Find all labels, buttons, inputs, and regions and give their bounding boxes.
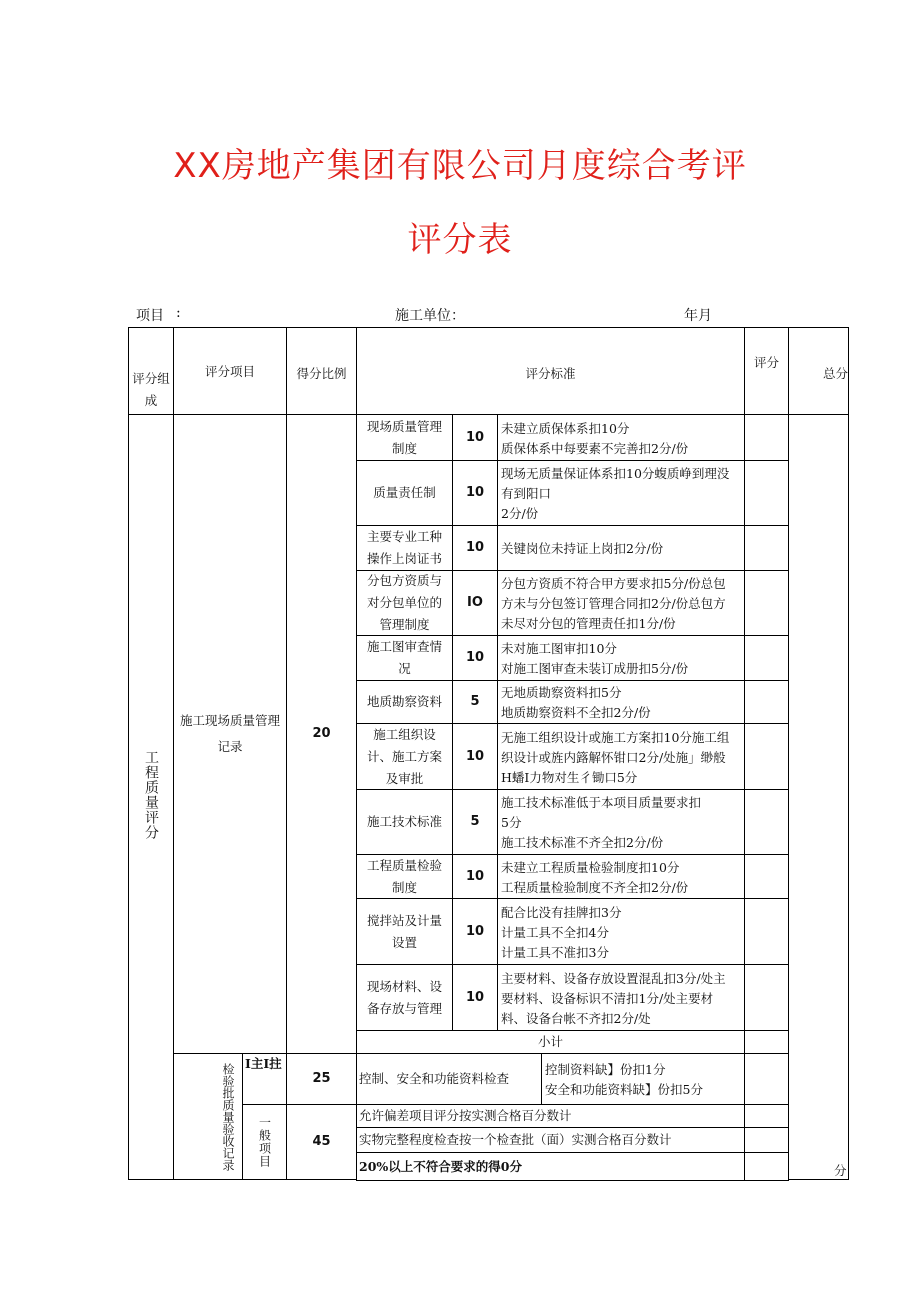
criterion-points: 10: [452, 414, 498, 461]
criterion-standard-line: 关键岗位未持证上岗扣2分/份: [501, 541, 664, 556]
criterion-name: 施工组织设计、施工方案及审批: [356, 723, 453, 790]
criterion-standard: [497, 414, 745, 461]
criterion-standard: [497, 460, 745, 526]
criterion-score-cell[interactable]: [744, 414, 789, 461]
criterion-standard-line: 地质勘察资料不全扣2分/份: [501, 705, 651, 720]
criterion-standard: [497, 964, 745, 1031]
column-header-total: 总分: [788, 327, 849, 415]
criterion-points: 10: [452, 460, 498, 526]
subtotal-score-cell[interactable]: [744, 1030, 789, 1054]
criterion-standard: [497, 680, 745, 724]
criterion-standard-line: 未对施工图审扣10分: [501, 641, 617, 656]
criterion-points: 10: [452, 898, 498, 965]
ratio-site-quality-management: 20: [286, 414, 357, 1054]
criterion-standard-line: 未建立质保体系扣10分: [501, 420, 630, 436]
criterion-name: 分包方资质与对分包单位的管理制度: [356, 570, 453, 636]
criterion-standard-line: 配合比没有挂牌扣3分: [501, 904, 622, 920]
general-items-score-cell[interactable]: [744, 1104, 789, 1128]
criterion-standard-line: 要材料、设备标识不清扣1分/处主要材: [501, 990, 714, 1006]
column-header-item: 评分项目: [173, 327, 287, 415]
item-inspection-batch: [173, 1053, 243, 1180]
column-header-score: 评分: [744, 327, 789, 415]
criterion-score-cell[interactable]: [744, 854, 789, 899]
criterion-standard: [497, 789, 745, 855]
criterion-standard-line: 施工技术标准低于本项目质量要求扣: [501, 795, 702, 810]
criterion-name: 施工技术标准: [356, 789, 453, 855]
criterion-standard-line: 主要材料、设备存放设置混乱扣3分/处主: [501, 970, 726, 986]
main-control-label: I主I拄: [242, 1053, 287, 1105]
general-items-ratio: 45: [286, 1104, 357, 1180]
general-items-rule: 允许偏差项目评分按实测合格百分数计: [356, 1104, 745, 1128]
main-control-standard: [541, 1053, 745, 1105]
main-control-name: 控制、安全和功能资料检查: [356, 1053, 542, 1105]
criterion-standard: [497, 723, 745, 790]
criterion-standard-line: 现场无质量保证体系扣10分蝮质峥到理没: [501, 466, 730, 481]
criterion-standard-line: H蟠I力物对生彳锄口5分: [501, 769, 638, 785]
criterion-score-cell[interactable]: [744, 789, 789, 855]
criterion-standard-line: 有到阳口: [501, 486, 552, 501]
main-control-standard-line: 安全和功能资料缺】份扣5分: [545, 1082, 703, 1097]
document-title: XX房地产集团有限公司月度综合考评: [173, 146, 747, 186]
column-header-group: 评分组成: [128, 327, 174, 415]
criterion-name: 工程质量检验制度: [356, 854, 453, 899]
criterion-name: 施工图审查情况: [356, 635, 453, 681]
criterion-standard-line: 对施工图审查未装订成册扣5分/份: [501, 661, 689, 676]
criterion-standard-line: 工程质量检验制度不齐全扣2分/份: [501, 879, 689, 895]
criterion-points: 10: [452, 525, 498, 571]
criterion-points: 10: [452, 964, 498, 1031]
main-control-ratio: 25: [286, 1053, 357, 1105]
criterion-standard-line: 计量工具不全扣4分: [501, 924, 609, 940]
criterion-standard-line: 未建立工程质量检验制度扣10分: [501, 859, 680, 875]
project-label: 项目: [136, 308, 164, 324]
criterion-name: 现场质量管理制度: [356, 414, 453, 461]
general-items-label: [242, 1104, 287, 1180]
criterion-standard-line: 施工技术标准不齐全扣2分/份: [501, 835, 664, 850]
criterion-standard-line: 质保体系中每要素不完善扣2分/份: [501, 440, 689, 456]
item-site-quality-management: 施工现场质量管理记录: [173, 414, 287, 1054]
criterion-score-cell[interactable]: [744, 570, 789, 636]
criterion-points: IO: [452, 570, 498, 636]
criterion-standard-line: 5分: [501, 815, 522, 830]
criterion-points: 5: [452, 680, 498, 724]
criterion-name: 质量责任制: [356, 460, 453, 526]
subtotal-label: 小计: [356, 1030, 745, 1054]
criterion-score-cell[interactable]: [744, 680, 789, 724]
criterion-standard-line: 料、设备台帐不齐扣2分/处: [501, 1010, 651, 1026]
total-suffix: 分: [834, 1163, 847, 1178]
criterion-score-cell[interactable]: [744, 898, 789, 965]
criterion-standard-line: 方未与分包签订管理合同扣2分/份总包方: [501, 596, 726, 611]
criterion-score-cell[interactable]: [744, 723, 789, 790]
criterion-standard-line: 无地质勘察资料扣5分: [501, 685, 622, 700]
criterion-score-cell[interactable]: [744, 964, 789, 1031]
criterion-name: 搅拌站及计量设置: [356, 898, 453, 965]
total-score-cell[interactable]: [788, 414, 849, 1180]
general-items-score-cell[interactable]: [744, 1152, 789, 1181]
criterion-points: 10: [452, 854, 498, 899]
main-control-score-cell[interactable]: [744, 1053, 789, 1105]
group-quality-score-label: 工程质量评分: [143, 750, 159, 840]
date-label: 年月: [684, 308, 712, 324]
criterion-standard: [497, 635, 745, 681]
main-control-standard-line: 控制资料缺】份扣1分: [545, 1062, 666, 1077]
general-items-rule: 实物完整程度检查按一个检查批（面）实测合格百分数计: [356, 1127, 745, 1153]
criterion-standard: [497, 898, 745, 965]
criterion-points: 10: [452, 635, 498, 681]
item-inspection-batch-label: 检验批质量验收记录: [221, 1062, 235, 1171]
general-items-rule: 20%以上不符合要求的得0分: [356, 1152, 745, 1181]
criterion-standard-line: 未尽对分包的管理责任扣1分/份: [501, 616, 676, 631]
column-header-ratio: 得分比例: [286, 327, 357, 415]
criterion-score-cell[interactable]: [744, 635, 789, 681]
construction-unit-label: 施工单位：: [395, 308, 465, 324]
criterion-name: 主要专业工种操作上岗证书: [356, 525, 453, 571]
criterion-points: 10: [452, 723, 498, 790]
criterion-points: 5: [452, 789, 498, 855]
column-header-standard: 评分标准: [356, 327, 745, 415]
group-quality-score: [128, 414, 174, 1180]
criterion-standard: [497, 525, 745, 571]
criterion-standard-line: 无施工组织设计或施工方案扣10分施工组: [501, 729, 730, 745]
general-items-label-text: 一般项目: [257, 1116, 272, 1168]
criterion-standard: [497, 854, 745, 899]
criterion-standard-line: 织设计或旌内簬解怀钳口2分/处施」缈般: [501, 749, 726, 765]
general-items-score-cell[interactable]: [744, 1127, 789, 1153]
document-subtitle: 评分表: [407, 220, 513, 260]
criterion-standard-line: 2分/份: [501, 506, 539, 521]
criterion-name: 现场材料、设备存放与管理: [356, 964, 453, 1031]
criterion-standard-line: 分包方资质不符合甲方要求扣5分/份总包: [501, 576, 726, 591]
criterion-score-cell[interactable]: [744, 460, 789, 526]
project-separator: :: [176, 305, 181, 321]
criterion-score-cell[interactable]: [744, 525, 789, 571]
criterion-name: 地质勘察资料: [356, 680, 453, 724]
criterion-standard-line: 计量工具不准扣3分: [501, 944, 609, 960]
criterion-standard: [497, 570, 745, 636]
